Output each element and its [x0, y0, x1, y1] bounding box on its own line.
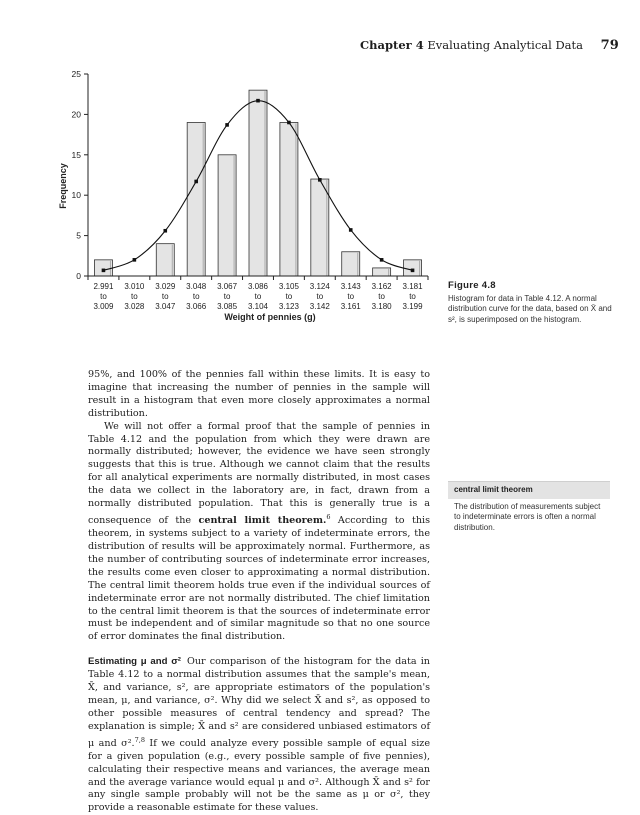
margin-term-definition: The distribution of measurements subject to indeterminate errors is often a normal distribution. — [454, 501, 601, 532]
paragraph-2 — [88, 421, 430, 645]
curve-point — [287, 121, 291, 125]
curve-point — [194, 180, 198, 184]
margin-term: central limit theorem — [448, 481, 610, 499]
y-tick-label: 15 — [71, 149, 81, 160]
histogram-bar — [280, 122, 298, 276]
paragraph-2-part-a: We will not offer a formal proof that the sample of pennies in Table 4.12 and the population from which they were drawn are normally distributed; however, the evidence we have seen strongly suggests that this is true. Although we cannot claim that the results for all analytical experiments are normally distributed, in most cases the data we collect in the laboratory are, in fact, drawn from a normally distributed population. That this is generally true is a consequence of the — [88, 420, 430, 527]
histogram-bar — [373, 268, 391, 276]
margin-definition — [448, 481, 610, 533]
x-tick-label-high: 3.161 — [340, 302, 361, 311]
y-axis — [72, 69, 88, 281]
figure-caption — [448, 281, 616, 325]
paragraph-3-part-b: If we could analyze every possible sample of equal size for a given population (e.g., every possible sample of five pennies), calculating their respective means and variances, the average mean and the average variance would equal μ and σ². Although X̄ and s² for any single sample probably will not be the same as μ or σ², they provide a reasonable estimate for these values. — [88, 737, 430, 814]
x-tick-label-high: 3.199 — [402, 302, 423, 311]
histogram-bar — [156, 244, 174, 276]
body-text — [88, 369, 430, 815]
x-tick-label-high: 3.028 — [124, 302, 145, 311]
histogram-bar — [249, 90, 267, 276]
histogram-bar — [404, 260, 422, 276]
x-tick-label-high: 3.180 — [371, 302, 392, 311]
y-tick-label: 10 — [71, 190, 81, 201]
x-tick-label-low: 3.048 — [186, 282, 207, 291]
central-limit-theorem-term: central limit theorem. — [198, 515, 327, 527]
histogram-bar — [94, 260, 112, 276]
y-tick-label: 20 — [71, 109, 81, 120]
x-tick-label-low: 3.067 — [217, 282, 238, 291]
paragraph-3 — [88, 656, 430, 815]
footnote-ref-7-8: 7,8 — [134, 735, 145, 744]
caption-text: Histogram for data in Table 4.12. A normal distribution curve for the data, based on X̄ and s², is superimposed on the histogram. — [448, 293, 612, 324]
x-tick-label-high: 3.009 — [93, 302, 114, 311]
x-tick-label-to: to — [409, 292, 416, 301]
x-tick-label-high: 3.066 — [186, 302, 207, 311]
histogram-bar — [311, 179, 329, 276]
x-axis — [88, 276, 428, 311]
curve-point — [102, 269, 106, 273]
curve-point — [411, 269, 415, 273]
x-tick-label-high: 3.123 — [278, 302, 299, 311]
figure-label: Figure 4.8 — [448, 280, 496, 291]
paragraph-3-part-a: Our comparison of the histogram for the data in Table 4.12 to a normal distribution assumes that the sample's mean, X̄, and variance, s², are appropriate estimators of the population's mean, μ, and variance, σ². Why did we select X̄ and s², as opposed to other possible measures of central tendency and spread? The explanation is simple; X̄ and s² are considered unbiased estimators of μ and σ². — [88, 656, 430, 749]
histogram-bar — [218, 155, 236, 276]
x-tick-label-low: 3.124 — [309, 282, 330, 291]
x-tick-label-to: to — [347, 292, 355, 301]
x-tick-label-to: to — [378, 292, 385, 301]
x-tick-label-high: 3.047 — [155, 302, 176, 311]
curve-point — [256, 99, 260, 103]
paragraph-1: 95%, and 100% of the pennies fall within these limits. It is easy to imagine that increasing the number of pennies in the sample will result in a histogram that even more closely approximates a normal distribution. — [88, 369, 430, 419]
x-tick-label-low: 3.086 — [247, 282, 269, 291]
x-tick-label-low: 2.991 — [93, 282, 114, 291]
x-tick-label-low: 3.162 — [371, 282, 392, 291]
x-tick-label-low: 3.143 — [340, 282, 361, 291]
x-tick-label-high: 3.104 — [247, 302, 269, 311]
histogram-bar — [187, 122, 205, 276]
histogram-bars — [94, 90, 421, 276]
y-tick-label: 25 — [71, 69, 81, 79]
chapter-label: Chapter 4 — [360, 38, 424, 52]
y-tick-label: 0 — [76, 271, 81, 281]
curve-point — [163, 229, 167, 233]
histogram-bar — [342, 252, 360, 276]
curve-point — [318, 178, 322, 182]
curve-point — [349, 228, 353, 232]
y-tick-label: 5 — [76, 230, 81, 241]
y-axis-label: Frequency — [58, 163, 68, 209]
x-tick-label-to: to — [316, 292, 324, 301]
x-axis-label: Weight of pennies (g) — [224, 312, 316, 322]
chapter-title: Evaluating Analytical Data — [427, 38, 583, 52]
x-tick-label-low: 3.105 — [278, 282, 299, 291]
x-tick-label-to: to — [131, 292, 138, 301]
footnote-ref-6: 6 — [326, 512, 331, 521]
x-tick-label-to: to — [192, 292, 200, 301]
x-tick-label-to: to — [285, 292, 293, 301]
x-tick-label-high: 3.142 — [309, 302, 330, 311]
page-number: 79 — [600, 38, 619, 53]
x-tick-label-low: 3.029 — [155, 282, 176, 291]
curve-point — [225, 123, 229, 127]
curve-point — [133, 258, 137, 262]
paragraph-2-part-b: According to this theorem, in systems subject to a variety of indeterminate errors, the distribution of results will be approximately normal. Furthermore, as the number of contributing sources of indeterminate error increases, the results come even closer to approximating a normal distribution. The central limit theorem holds true even if the individual sources of indeterminate error are not normally distributed. The chief limitation to the central limit theorem is that the sources of indeterminate error must be independent and of similar magnitude so that no one source of error dominates the final distribution. — [88, 515, 431, 643]
x-tick-label-low: 3.010 — [124, 282, 145, 291]
x-tick-label-to: to — [254, 292, 262, 301]
section-run-in-head: Estimating μ and σ² — [88, 656, 181, 668]
x-tick-label-high: 3.085 — [217, 302, 238, 311]
x-tick-label-to: to — [100, 292, 107, 301]
x-tick-label-low: 3.181 — [402, 282, 423, 291]
x-tick-label-to: to — [161, 292, 169, 301]
x-tick-label-to: to — [223, 292, 231, 301]
curve-point — [380, 258, 384, 262]
